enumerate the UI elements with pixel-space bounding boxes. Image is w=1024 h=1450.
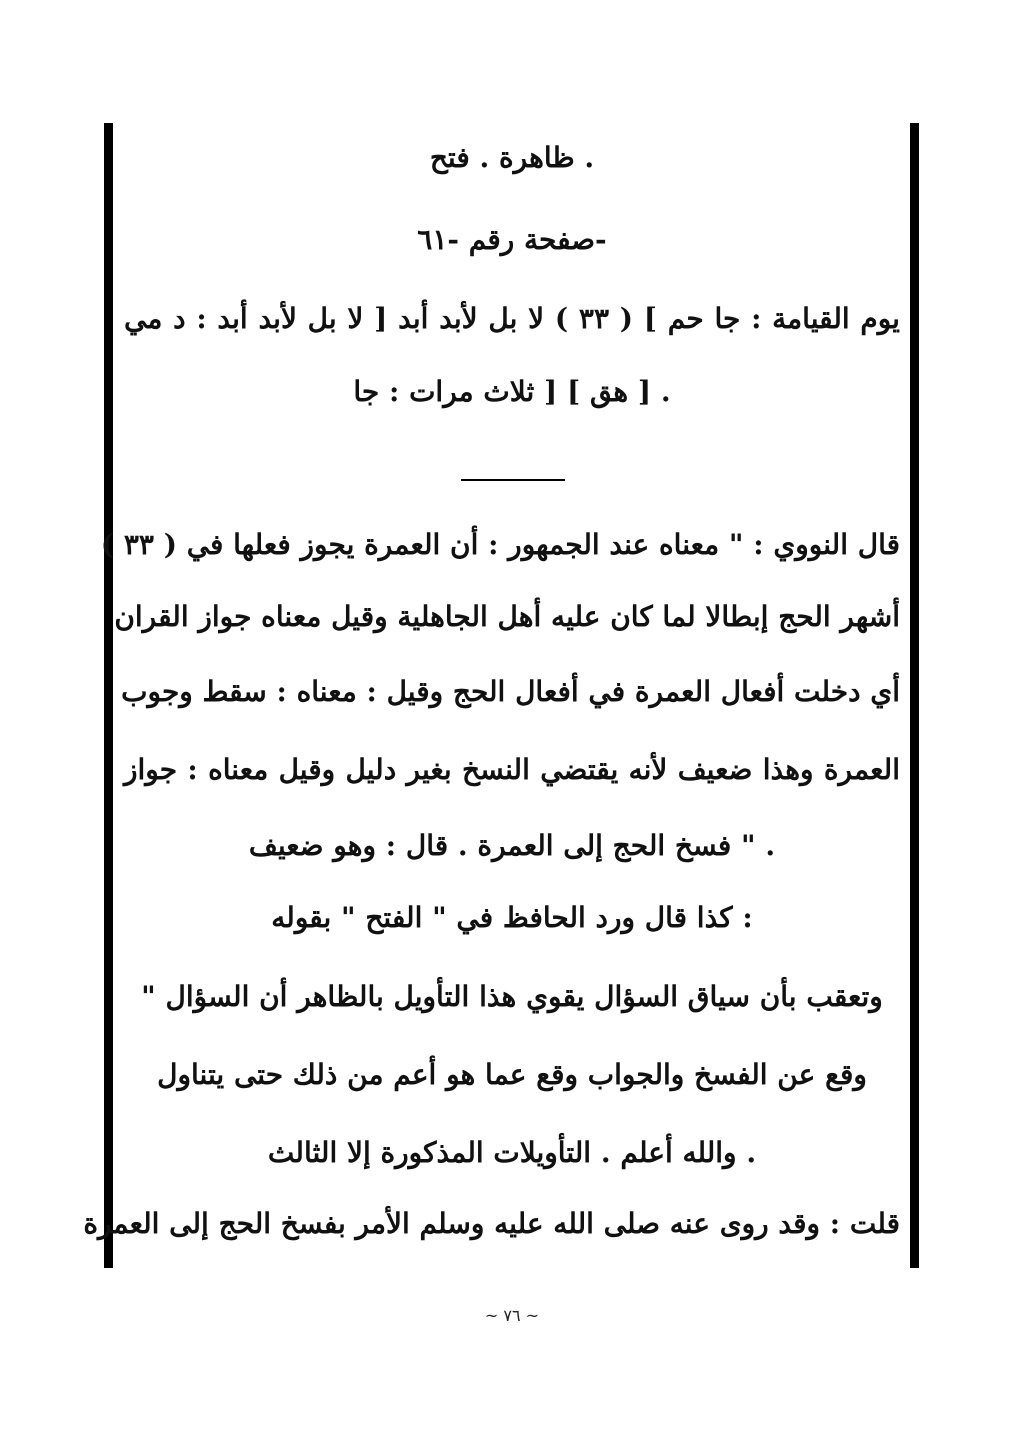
text-line: العمرة وهذا ضعيف لأنه يقتضي النسخ بغير دليل وقيل معناه : جواز	[124, 753, 900, 786]
right-border-rule	[910, 123, 919, 1268]
text-line: . والله أعلم . التأويلات المذكورة إلا الثالث	[267, 1136, 757, 1169]
text-line: . ظاهرة . فتح	[429, 141, 595, 174]
text-line: وقع عن الفسخ والجواب وقع عما هو أعم من ذلك حتى يتناول	[157, 1058, 867, 1091]
text-line: قال النووي : " معناه عند الجمهور : أن العمرة يجوز فعلها في ( ٣٣ )	[100, 528, 900, 561]
text-line: . [ هق ] [ ثلاث مرات : جا	[353, 375, 671, 408]
text-line: أي دخلت أفعال العمرة في أفعال الحج وقيل : معناه : سقط وجوب	[121, 675, 900, 708]
text-line: : كذا قال ورد الحافظ في " الفتح " بقوله	[271, 901, 753, 934]
text-line: يوم القيامة : جا حم ] ( ٣٣ ) لا بل لأبد أبد [ لا بل لأبد أبد : د مي	[124, 302, 900, 335]
text-line: وتعقب بأن سياق السؤال يقوي هذا التأويل بالظاهر أن السؤال "	[141, 980, 883, 1013]
left-border-rule	[104, 123, 113, 1268]
text-line: . " فسخ الحج إلى العمرة . قال : وهو ضعيف	[248, 829, 776, 862]
page-reference-line: -صفحة رقم -٦١	[417, 223, 607, 256]
page-number: ~ ٧٦ ~	[484, 1306, 540, 1325]
text-line: أشهر الحج إبطالا لما كان عليه أهل الجاهلية وقيل معناه جواز القران	[114, 600, 900, 633]
section-divider	[461, 479, 565, 481]
text-line: قلت : وقد روى عنه صلى الله عليه وسلم الأمر بفسخ الحج إلى العمرة	[83, 1207, 900, 1240]
